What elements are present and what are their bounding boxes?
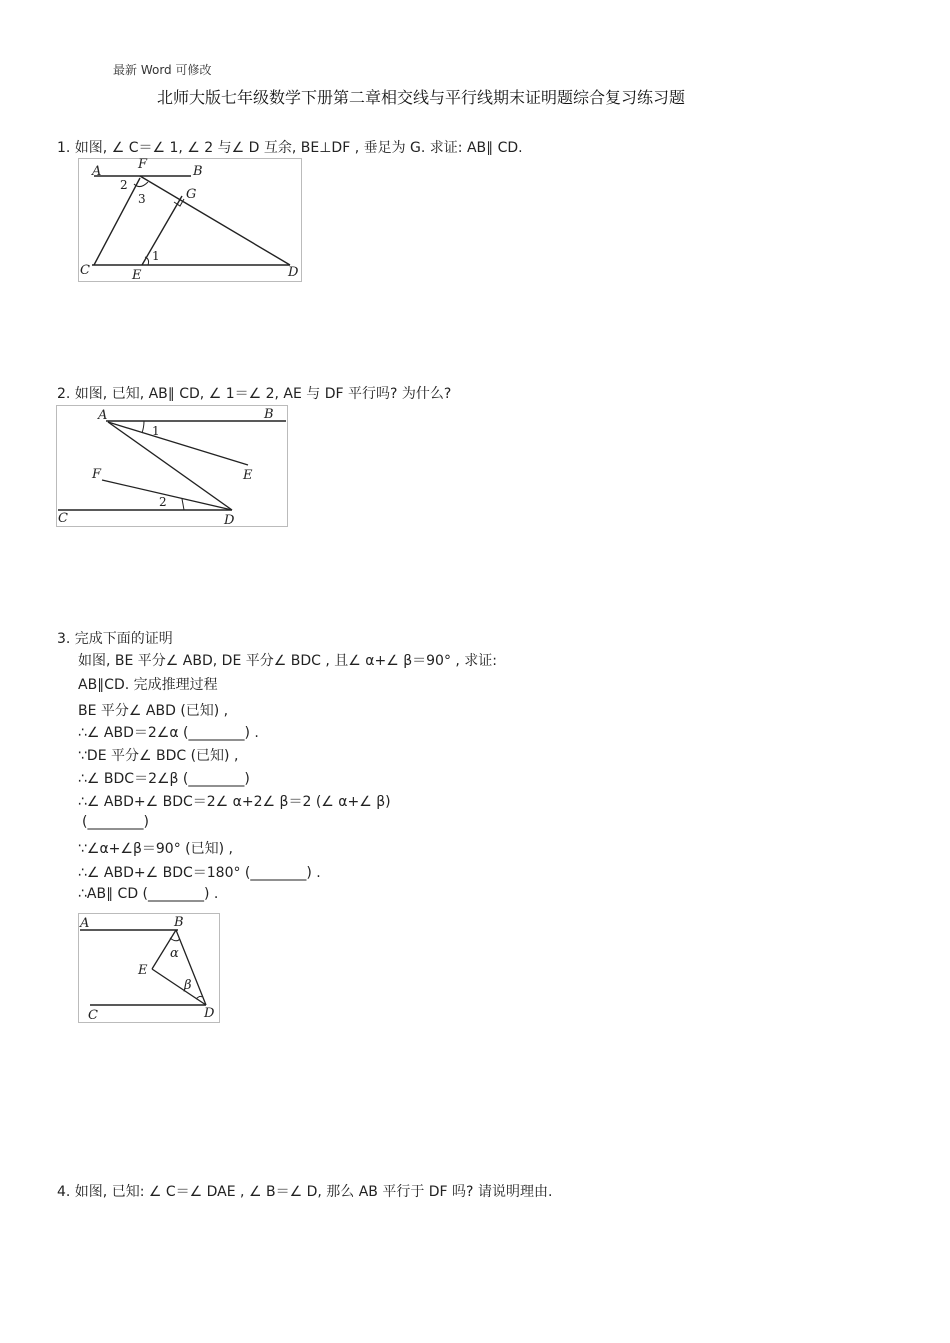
fig1-label-c: C bbox=[80, 263, 90, 278]
proof-line-9: ∴AB∥ CD (________) . bbox=[78, 886, 219, 902]
proof-line-4: ∴∠ BDC＝2∠β (________) bbox=[78, 771, 250, 787]
fig2-label-e: E bbox=[243, 468, 253, 483]
question-4-text: 4. 如图, 已知: ∠ C＝∠ DAE , ∠ B＝∠ D, 那么 AB 平行于 DF 吗? 请说明理由. bbox=[57, 1184, 553, 1200]
fig1-label-g: G bbox=[186, 187, 197, 202]
fig2-label-d: D bbox=[224, 513, 235, 527]
question-3-figure bbox=[78, 913, 220, 1023]
proof-line-5: ∴∠ ABD+∠ BDC＝2∠ α+2∠ β＝2 (∠ α+∠ β) bbox=[78, 794, 391, 810]
question-1-figure bbox=[78, 158, 302, 282]
question-1-text: 1. 如图, ∠ C＝∠ 1, ∠ 2 与∠ D 互余, BE⊥DF , 垂足为 G. 求证: AB∥ CD. bbox=[57, 140, 523, 156]
fig2-angle-2: 2 bbox=[159, 495, 167, 509]
document-title: 北师大版七年级数学下册第二章相交线与平行线期末证明题综合复习练习题 bbox=[157, 88, 686, 107]
proof-line-7: ∵∠α+∠β＝90° (已知) , bbox=[78, 841, 233, 857]
fig1-label-b: B bbox=[193, 164, 203, 179]
question-2-text: 2. 如图, 已知, AB∥ CD, ∠ 1＝∠ 2, AE 与 DF 平行吗? 为什么? bbox=[57, 386, 452, 402]
fig3-label-a: A bbox=[80, 916, 90, 931]
question-2-figure bbox=[56, 405, 288, 527]
fig1-angle-2: 2 bbox=[120, 178, 128, 192]
proof-line-3: ∵DE 平分∠ BDC (已知) , bbox=[78, 748, 239, 764]
proof-line-8: ∴∠ ABD+∠ BDC＝180° (________) . bbox=[78, 865, 321, 881]
proof-line-6: (________) bbox=[82, 814, 149, 830]
fig1-label-e: E bbox=[132, 268, 142, 282]
question-3-given-1: 如图, BE 平分∠ ABD, DE 平分∠ BDC , 且∠ α+∠ β＝90° , 求证: bbox=[78, 653, 498, 669]
fig3-angle-alpha: α bbox=[170, 946, 179, 961]
proof-line-1: BE 平分∠ ABD (已知) , bbox=[78, 703, 229, 719]
fig2-angle-1: 1 bbox=[152, 424, 160, 438]
fig3-label-e: E bbox=[138, 963, 148, 978]
proof-line-2: ∴∠ ABD＝2∠α (________) . bbox=[78, 725, 259, 741]
fig1-angle-3: 3 bbox=[138, 192, 146, 206]
fig1-label-d: D bbox=[288, 265, 299, 280]
fig3-angle-beta: β bbox=[184, 978, 192, 993]
fig2-label-b: B bbox=[264, 407, 274, 422]
fig2-label-a: A bbox=[98, 408, 108, 423]
header-note: 最新 Word 可修改 bbox=[113, 63, 212, 77]
fig1-label-f: F bbox=[138, 158, 148, 172]
fig2-label-c: C bbox=[58, 511, 68, 526]
fig2-label-f: F bbox=[92, 467, 102, 482]
fig1-angle-1: 1 bbox=[152, 249, 160, 263]
fig3-label-d: D bbox=[204, 1006, 215, 1021]
fig3-label-c: C bbox=[88, 1008, 98, 1023]
question-3-heading: 3. 完成下面的证明 bbox=[57, 631, 173, 647]
fig1-label-a: A bbox=[92, 164, 102, 179]
fig3-label-b: B bbox=[174, 915, 184, 930]
question-3-given-2: AB∥CD. 完成推理过程 bbox=[78, 677, 218, 693]
